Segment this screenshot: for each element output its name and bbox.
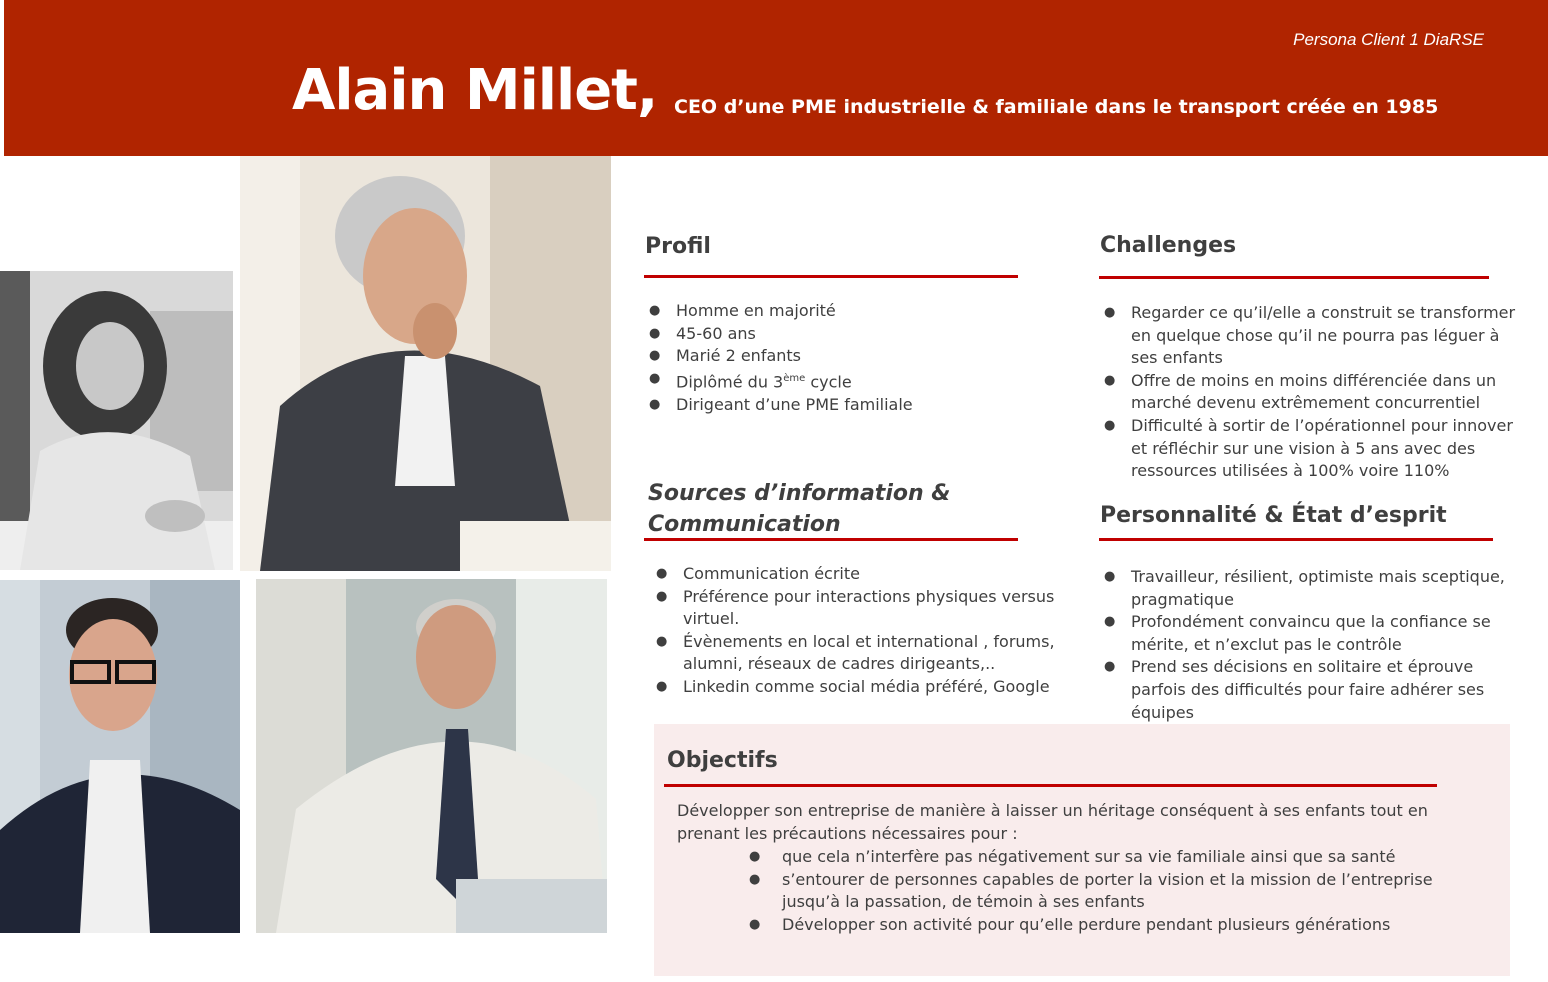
challenges-list [1100,302,1518,483]
objectifs-intro: Développer son entreprise de manière à laisser un héritage conséquent à ses enfants tout en prenant les précautions nécessaires pour : [677,801,1428,843]
profil-title: Profil [645,234,711,259]
sources-title: Sources d’information & Communication [648,481,951,537]
list-item: ● Marié 2 enfants [645,345,1045,368]
list-item: ● Linkedin comme social média préféré, Google [652,676,1072,699]
header-banner [4,0,1548,156]
sources-list [652,563,1072,699]
personnalite-rule [1099,538,1493,541]
list-item: ● Évènements en local et international , forums, alumni, réseaux de cadres dirigeants,.. [652,631,1072,676]
objectifs-list [745,846,1465,936]
persona-name: Alain Millet, [292,58,658,123]
persona-tag: Persona Client 1 DiaRSE [1293,30,1484,49]
persona-subtitle: CEO d’une PME industrielle & familiale dans le transport créée en 1985 [674,96,1439,118]
objectifs-rule [664,784,1437,787]
list-item: ● Offre de moins en moins différenciée dans un marché devenu extrêmement concurrentiel [1100,370,1518,415]
challenges-rule [1099,276,1489,279]
objectifs-title: Objectifs [667,748,778,773]
list-item: ● Dirigeant d’une PME familiale [645,394,1045,417]
personnalite-list [1100,566,1525,724]
photo-woman [0,271,233,570]
list-item: ● Diplômé du 3ème cycle [645,368,1045,394]
list-item: ● Prend ses décisions en solitaire et éprouve parfois des difficultés pour faire adhérer ses équipes [1100,656,1525,724]
sources-rule [644,538,1018,541]
photo-man-glasses [0,580,240,933]
list-item: ● 45-60 ans [645,323,1045,346]
list-item: ● Regarder ce qu’il/elle a construit se transformer en quelque chose qu’il ne pourra pas léguer à ses enfants [1100,302,1518,370]
list-item: ● Préférence pour interactions physiques versus virtuel. [652,586,1072,631]
list-item: ● Homme en majorité [645,300,1045,323]
list-item: ● Profondément convaincu que la confiance se mérite, et n’exclut pas le contrôle [1100,611,1525,656]
list-item: ● Développer son activité pour qu’elle perdure pendant plusieurs générations [745,914,1465,937]
photo-main-man [240,156,611,571]
profil-list [645,300,1045,416]
personnalite-title: Personnalité & État d’esprit [1100,503,1447,528]
photo-man-tie [256,579,607,933]
profil-rule [644,275,1018,278]
list-item: ● s’entourer de personnes capables de porter la vision et la mission de l’entreprise jusqu’à la passation, de témoin à ses enfants [745,869,1465,914]
list-item: ● Communication écrite [652,563,1072,586]
list-item: ● Difficulté à sortir de l’opérationnel pour innover et réfléchir sur une vision à 5 ans avec des ressources utilisées à 100% voire 110% [1100,415,1518,483]
challenges-title: Challenges [1100,233,1237,258]
list-item: ● Travailleur, résilient, optimiste mais sceptique, pragmatique [1100,566,1525,611]
list-item: ● que cela n’interfère pas négativement sur sa vie familiale ainsi que sa santé [745,846,1465,869]
